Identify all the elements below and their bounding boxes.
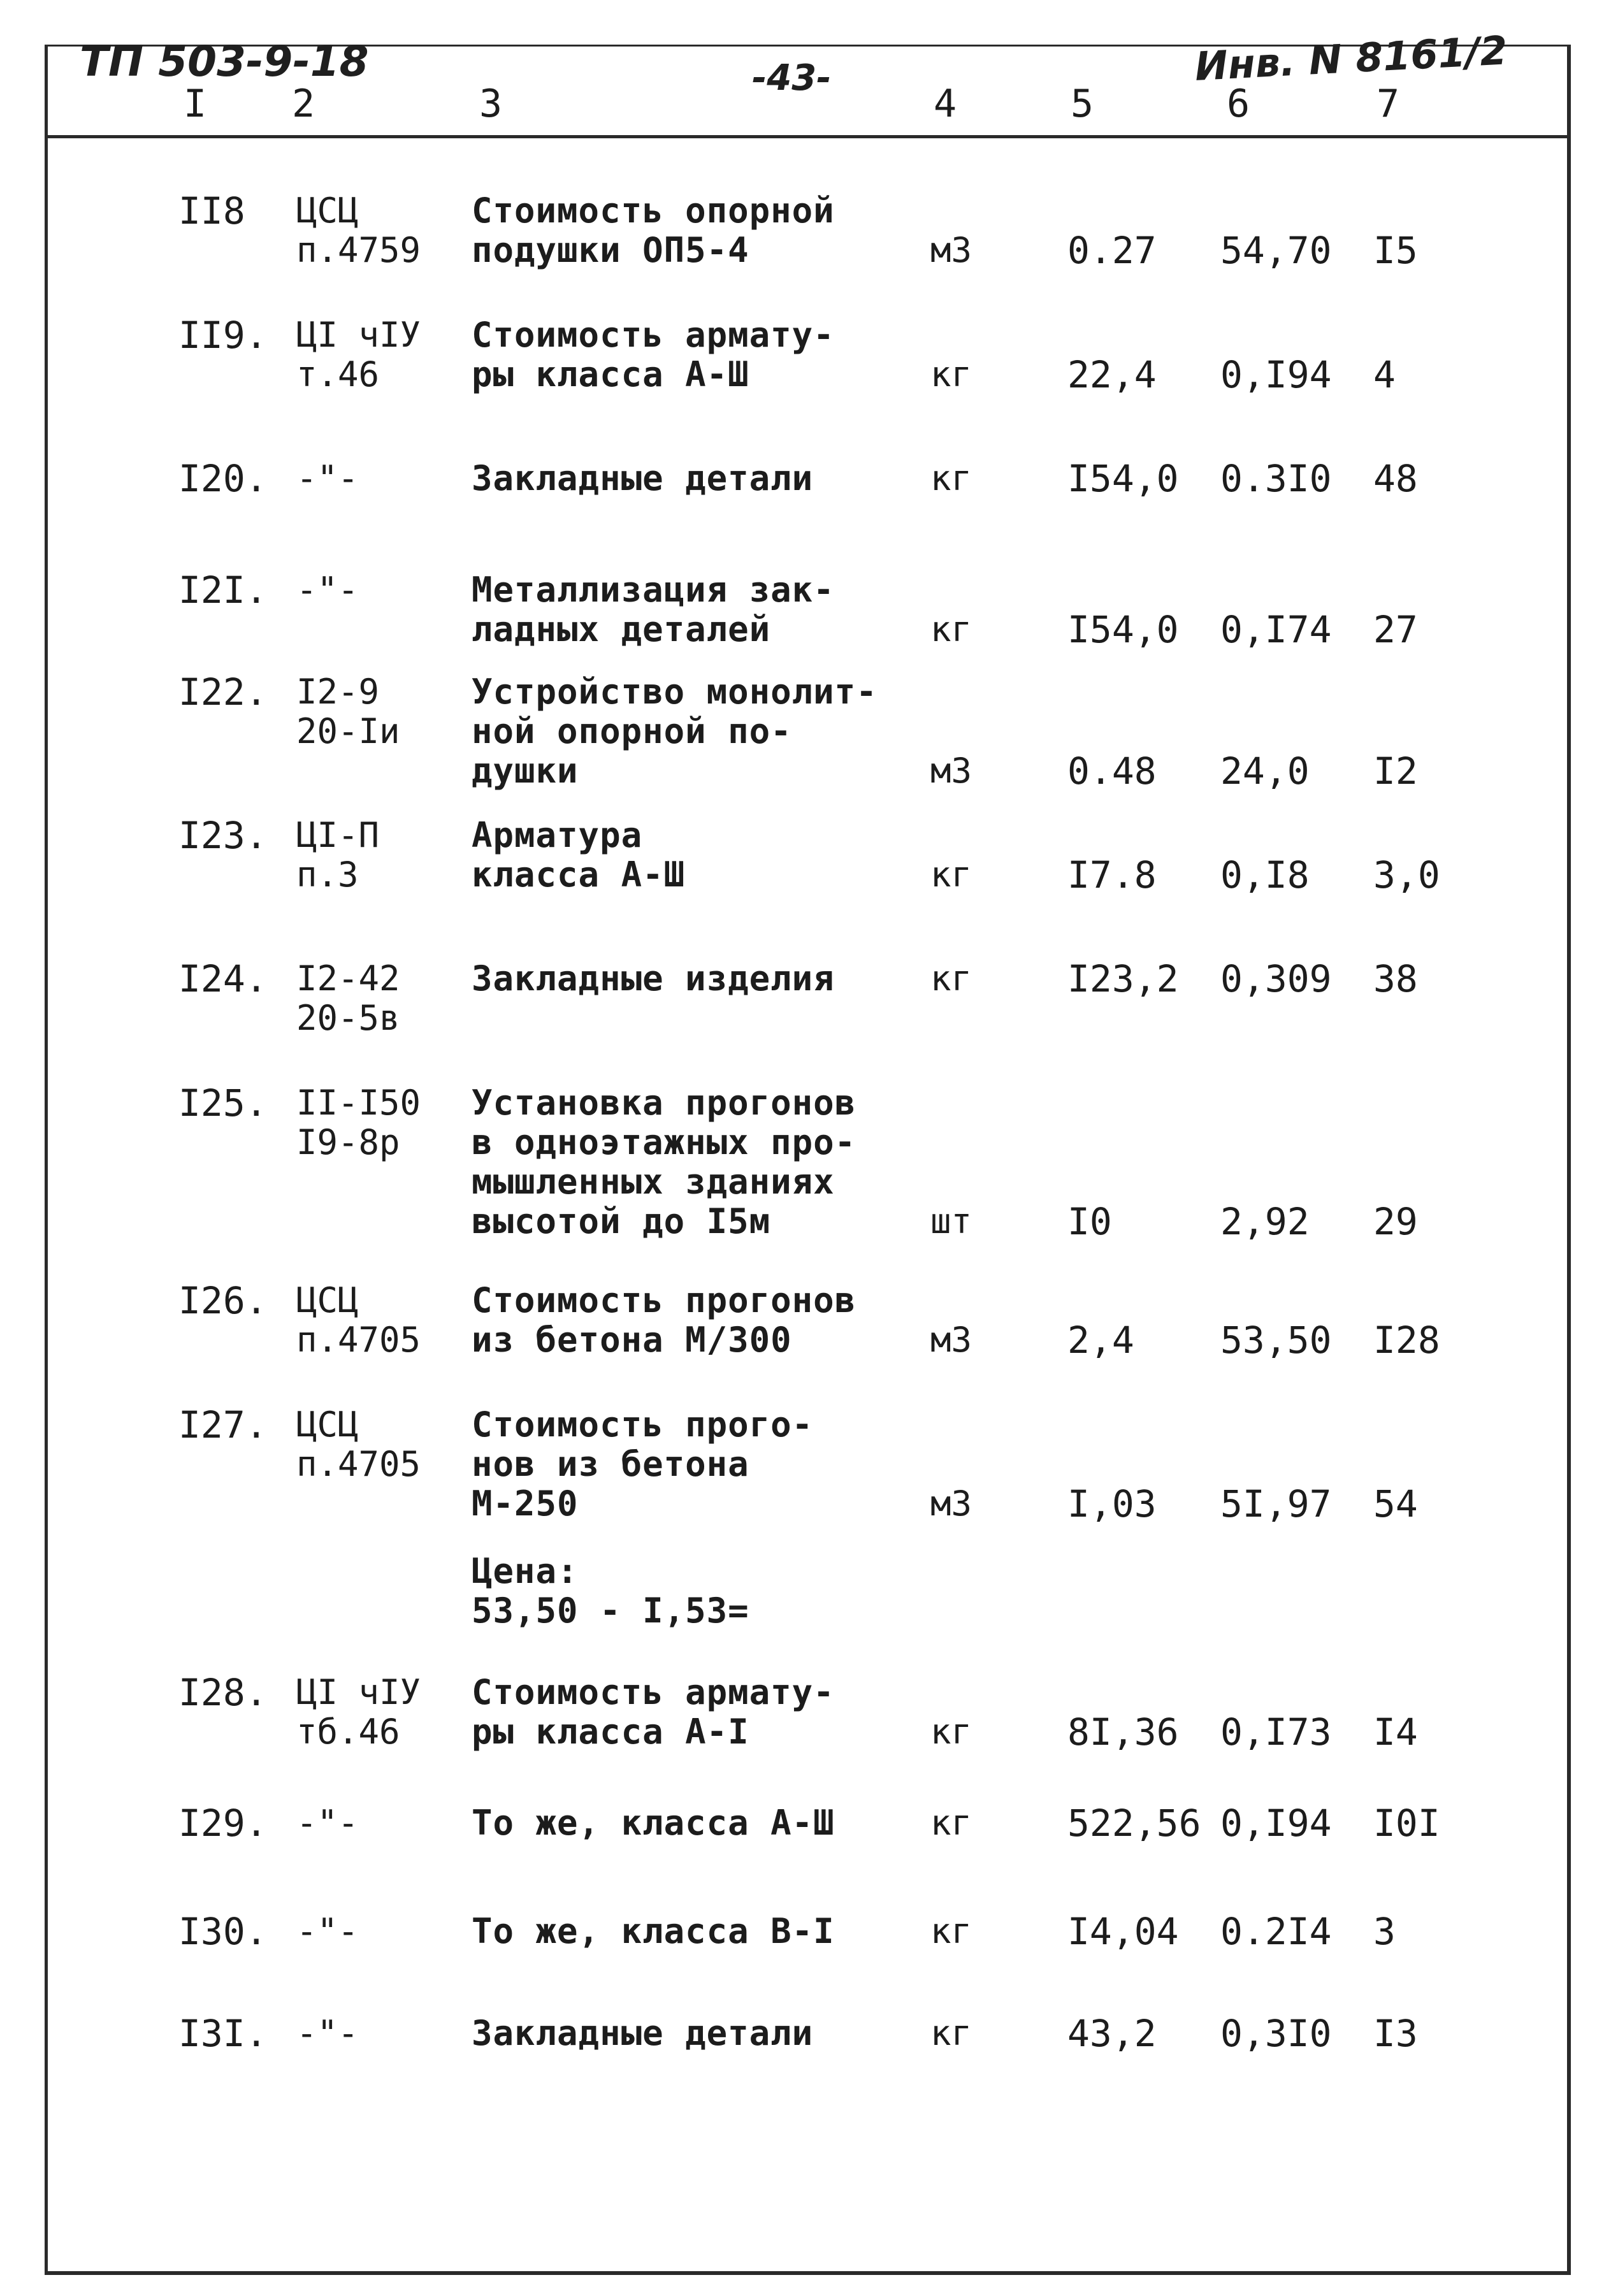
row-unit: м3 [930, 1484, 972, 1524]
row-unit-price: 0,I94 [1220, 353, 1332, 396]
row-total: 29 [1373, 1200, 1418, 1243]
row-reference: I2-42 [296, 958, 400, 999]
row-unit: кг [930, 1911, 972, 1951]
row-unit-price: 0.2I4 [1220, 1910, 1332, 1953]
row-number: I27. [178, 1403, 268, 1447]
row-unit-price: 0.3I0 [1220, 457, 1332, 500]
row-total: 48 [1373, 457, 1418, 500]
row-description: подушки ОП5-4 [472, 230, 749, 270]
row-reference: п.4759 [296, 230, 421, 270]
row-description: в одноэтажных про- [472, 1122, 856, 1162]
column-number: I [184, 82, 207, 126]
column-number: 6 [1227, 82, 1250, 126]
row-description: Цена: [472, 1551, 579, 1591]
row-unit: кг [930, 354, 972, 394]
column-number: 2 [292, 82, 315, 126]
row-unit-price: 0,309 [1220, 957, 1332, 1000]
row-total: I2 [1373, 749, 1418, 793]
row-description: нов из бетона [472, 1444, 749, 1484]
row-description: Стоимость армату- [472, 315, 835, 355]
row-total: I4 [1373, 1710, 1418, 1754]
row-quantity: 522,56 [1067, 1801, 1201, 1845]
row-number: I24. [178, 957, 268, 1000]
row-number: I23. [178, 814, 268, 857]
row-description: ры класса А-Ш [472, 354, 749, 394]
row-description: душки [472, 751, 579, 791]
row-unit-price: 53,50 [1220, 1318, 1332, 1362]
row-reference: 20-Iи [296, 711, 400, 751]
row-reference: п.4705 [296, 1320, 421, 1360]
row-unit: м3 [930, 751, 972, 791]
row-description: высотой до I5м [472, 1201, 771, 1241]
row-number: II9. [178, 314, 268, 357]
row-total: 3 [1373, 1910, 1396, 1953]
row-number: I3I. [178, 2012, 268, 2055]
row-unit-price: 0,3I0 [1220, 2012, 1332, 2055]
row-unit: кг [930, 1803, 972, 1843]
doc-code: ТП 503-9-18 [80, 37, 369, 86]
row-quantity: 22,4 [1067, 353, 1157, 396]
row-number: I28. [178, 1671, 268, 1714]
row-unit: м3 [930, 230, 972, 270]
row-unit-price: 0,I73 [1220, 1710, 1332, 1754]
row-total: I0I [1373, 1801, 1440, 1845]
row-number: I22. [178, 670, 268, 714]
row-number: II8 [178, 189, 245, 233]
row-quantity: 0.27 [1067, 229, 1157, 272]
row-reference: -"- [296, 1911, 359, 1951]
row-quantity: I4,04 [1067, 1910, 1179, 1953]
row-unit-price: 5I,97 [1220, 1482, 1332, 1526]
column-number: 7 [1376, 82, 1400, 126]
row-reference: -"- [296, 458, 359, 498]
row-number: I30. [178, 1910, 268, 1953]
inventory-number: Инв. N 8161/2 [1194, 27, 1509, 90]
row-unit: кг [930, 609, 972, 649]
row-total: 4 [1373, 353, 1396, 396]
row-total: I5 [1373, 229, 1418, 272]
row-unit-price: 54,70 [1220, 229, 1332, 272]
row-reference: 20-5в [296, 998, 400, 1038]
row-description: Стоимость опорной [472, 191, 835, 231]
row-description: Закладные изделия [472, 958, 835, 999]
row-unit: кг [930, 958, 972, 999]
row-quantity: I0 [1067, 1200, 1112, 1243]
row-total: 54 [1373, 1482, 1418, 1526]
row-quantity: 0.48 [1067, 749, 1157, 793]
row-description: Установка прогонов [472, 1083, 856, 1123]
column-number: 4 [934, 82, 957, 126]
row-description: ладных деталей [472, 609, 771, 649]
row-description: ры класса А-I [472, 1712, 749, 1752]
row-number: I25. [178, 1081, 268, 1125]
row-reference: -"- [296, 570, 359, 610]
row-description: мышленных зданиях [472, 1162, 835, 1202]
row-unit: кг [930, 855, 972, 895]
row-reference: I2-9 [296, 672, 380, 712]
row-total: 3,0 [1373, 853, 1440, 897]
row-quantity: I54,0 [1067, 608, 1179, 651]
row-description: То же, класса В-I [472, 1911, 835, 1951]
row-reference: II-I50 [296, 1083, 421, 1123]
row-reference: ЦI чIУ [296, 315, 421, 355]
row-description: Стоимость прого- [472, 1404, 814, 1445]
row-total: 27 [1373, 608, 1418, 651]
row-reference: п.4705 [296, 1444, 421, 1484]
row-reference: ЦСЦ [296, 1280, 359, 1320]
row-reference: -"- [296, 2013, 359, 2053]
row-number: I2I. [178, 568, 268, 612]
row-unit: кг [930, 2013, 972, 2053]
row-reference: тб.46 [296, 1712, 400, 1752]
row-quantity: I,03 [1067, 1482, 1157, 1526]
row-reference: ЦI чIУ [296, 1672, 421, 1712]
row-description: из бетона М/300 [472, 1320, 792, 1360]
row-description: класса А-Ш [472, 855, 686, 895]
row-unit: кг [930, 1712, 972, 1752]
row-unit: м3 [930, 1320, 972, 1360]
row-description: М-250 [472, 1484, 579, 1524]
row-unit-price: 0,I74 [1220, 608, 1332, 651]
row-number: I29. [178, 1801, 268, 1845]
row-description: 53,50 - I,53= [472, 1591, 749, 1631]
row-reference: -"- [296, 1803, 359, 1843]
row-quantity: 43,2 [1067, 2012, 1157, 2055]
row-reference: ЦСЦ [296, 1404, 359, 1445]
row-number: I26. [178, 1279, 268, 1322]
row-reference: I9-8р [296, 1122, 400, 1162]
row-reference: ЦСЦ [296, 191, 359, 231]
row-unit-price: 0,I8 [1220, 853, 1310, 897]
row-quantity: I23,2 [1067, 957, 1179, 1000]
row-unit-price: 24,0 [1220, 749, 1310, 793]
page-mark: -43- [752, 57, 832, 99]
row-quantity: I7.8 [1067, 853, 1157, 897]
row-description: Стоимость армату- [472, 1672, 835, 1712]
row-description: Металлизация зак- [472, 570, 835, 610]
row-number: I20. [178, 457, 268, 500]
header-rule [46, 135, 1569, 138]
row-description: Стоимость прогонов [472, 1280, 856, 1320]
row-description: Закладные детали [472, 458, 814, 498]
row-unit: кг [930, 458, 972, 498]
row-unit: шт [930, 1201, 972, 1241]
row-quantity: 2,4 [1067, 1318, 1134, 1362]
column-number: 5 [1071, 82, 1094, 126]
row-reference: п.3 [296, 855, 359, 895]
row-description: ной опорной по- [472, 711, 792, 751]
row-unit-price: 0,I94 [1220, 1801, 1332, 1845]
row-quantity: I54,0 [1067, 457, 1179, 500]
row-description: Закладные детали [472, 2013, 814, 2053]
row-description: Арматура [472, 815, 643, 855]
column-number: 3 [479, 82, 503, 126]
row-unit-price: 2,92 [1220, 1200, 1310, 1243]
row-reference: ЦI-П [296, 815, 380, 855]
row-total: I3 [1373, 2012, 1418, 2055]
row-description: Устройство монолит- [472, 672, 878, 712]
row-description: То же, класса А-Ш [472, 1803, 835, 1843]
row-total: I28 [1373, 1318, 1440, 1362]
row-reference: т.46 [296, 354, 380, 394]
row-total: 38 [1373, 957, 1418, 1000]
row-quantity: 8I,36 [1067, 1710, 1179, 1754]
